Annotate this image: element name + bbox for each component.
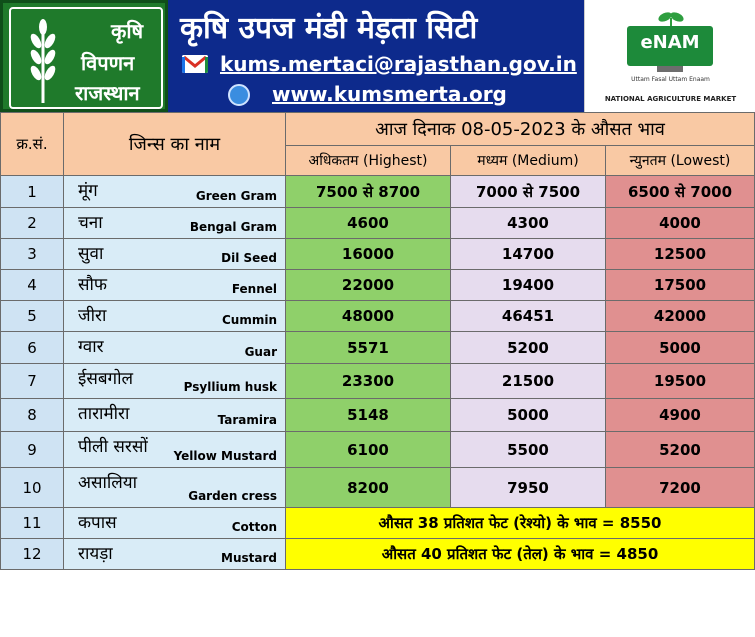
enam-tagline: Uttam Fasal Uttam Enaam bbox=[631, 76, 710, 83]
commodity-name-english: Bengal Gram bbox=[189, 220, 277, 234]
commodity-name-cell bbox=[64, 539, 286, 570]
commodity-name-english: Cotton bbox=[231, 520, 277, 534]
header-date: आज दिनाक 08-05-2023 के औसत भाव bbox=[286, 112, 755, 146]
lowest-price-cell: 4900 bbox=[606, 399, 755, 432]
highest-price-cell: 6100 bbox=[286, 432, 451, 468]
serial-number-cell: 5 bbox=[0, 301, 64, 332]
average-price-note-cell: औसत 38 प्रतिशत फेट (रेश्यो) के भाव = 8550 bbox=[286, 508, 755, 539]
leaf-icon bbox=[657, 8, 685, 26]
medium-price-cell: 5200 bbox=[451, 332, 606, 364]
lowest-price-cell: 6500 से 7000 bbox=[606, 176, 755, 208]
commodity-name-cell bbox=[64, 270, 286, 301]
lowest-price-cell: 19500 bbox=[606, 364, 755, 399]
serial-number-cell: 9 bbox=[0, 432, 64, 468]
commodity-name-hindi: पीली सरसों bbox=[78, 437, 148, 457]
commodity-name-hindi: सौफ bbox=[78, 275, 108, 295]
highest-price-cell: 48000 bbox=[286, 301, 451, 332]
highest-price-cell: 8200 bbox=[286, 468, 451, 508]
commodity-name-cell bbox=[64, 399, 286, 432]
page-title: कृषि उपज मंडी मेड़ता सिटी bbox=[180, 11, 478, 46]
serial-number-cell: 2 bbox=[0, 208, 64, 239]
header-medium: मध्यम (Medium) bbox=[451, 146, 606, 176]
highest-price-cell: 16000 bbox=[286, 239, 451, 270]
lowest-price-cell: 12500 bbox=[606, 239, 755, 270]
medium-price-cell: 4300 bbox=[451, 208, 606, 239]
commodity-name-hindi: कपास bbox=[78, 513, 117, 533]
lowest-price-cell: 5000 bbox=[606, 332, 755, 364]
serial-number-cell: 10 bbox=[0, 468, 64, 508]
enam-market-label: NATIONAL AGRICULTURE MARKET bbox=[604, 95, 737, 103]
medium-price-cell: 7950 bbox=[451, 468, 606, 508]
wheat-icon bbox=[25, 19, 61, 105]
medium-price-cell: 14700 bbox=[451, 239, 606, 270]
commodity-name-hindi: सुवा bbox=[78, 244, 104, 264]
logo-text-vipanan: विपणन bbox=[81, 51, 135, 75]
medium-price-cell: 5500 bbox=[451, 432, 606, 468]
highest-price-cell: 22000 bbox=[286, 270, 451, 301]
commodity-name-cell bbox=[64, 364, 286, 399]
globe-icon bbox=[228, 84, 250, 106]
average-price-note-cell: औसत 40 प्रतिशत फेट (तेल) के भाव = 4850 bbox=[286, 539, 755, 570]
commodity-name-cell bbox=[64, 508, 286, 539]
logo-frame bbox=[9, 7, 163, 109]
commodity-name-hindi: असालिया bbox=[78, 473, 138, 493]
lowest-price-cell: 17500 bbox=[606, 270, 755, 301]
serial-number-cell: 7 bbox=[0, 364, 64, 399]
commodity-name-english: Yellow Mustard bbox=[173, 449, 277, 463]
commodity-name-hindi: ईसबगोल bbox=[78, 369, 134, 389]
header-commodity-name: जिन्स का नाम bbox=[64, 112, 286, 176]
commodity-name-english: Fennel bbox=[231, 282, 277, 296]
krishi-vipanan-logo bbox=[0, 0, 168, 112]
commodity-name-hindi: रायड़ा bbox=[78, 544, 113, 564]
commodity-name-hindi: ग्वार bbox=[78, 337, 104, 357]
monitor-icon bbox=[627, 26, 713, 66]
commodity-name-english: Guar bbox=[244, 345, 277, 359]
page-header bbox=[0, 0, 755, 112]
commodity-name-english: Dil Seed bbox=[221, 251, 277, 265]
serial-number-cell: 4 bbox=[0, 270, 64, 301]
title-banner bbox=[168, 0, 584, 112]
commodity-name-english: Mustard bbox=[221, 551, 277, 565]
lowest-price-cell: 4000 bbox=[606, 208, 755, 239]
commodity-name-cell bbox=[64, 176, 286, 208]
commodity-name-english: Garden cress bbox=[188, 489, 277, 503]
logo-text-rajasthan: राजस्थान bbox=[75, 81, 140, 105]
monitor-stand bbox=[657, 66, 683, 72]
logo-text-krishi: कृषि bbox=[111, 19, 144, 43]
commodity-name-hindi: जीरा bbox=[78, 306, 107, 326]
commodity-name-english: Taramira bbox=[217, 413, 277, 427]
commodity-name-cell bbox=[64, 332, 286, 364]
commodity-name-english: Psyllium husk bbox=[183, 380, 277, 394]
header-lowest: न्युनतम (Lowest) bbox=[606, 146, 755, 176]
commodity-name-cell bbox=[64, 301, 286, 332]
commodity-name-cell bbox=[64, 432, 286, 468]
highest-price-cell: 5148 bbox=[286, 399, 451, 432]
commodity-name-hindi: मूंग bbox=[78, 181, 98, 201]
enam-word: eNAM bbox=[640, 32, 700, 53]
medium-price-cell: 5000 bbox=[451, 399, 606, 432]
commodity-name-english: Green Gram bbox=[195, 189, 277, 203]
commodity-name-english: Cummin bbox=[221, 313, 277, 327]
commodity-name-hindi: चना bbox=[78, 213, 103, 233]
highest-price-cell: 4600 bbox=[286, 208, 451, 239]
lowest-price-cell: 7200 bbox=[606, 468, 755, 508]
lowest-price-cell: 5200 bbox=[606, 432, 755, 468]
commodity-name-hindi: तारामीरा bbox=[78, 404, 130, 424]
highest-price-cell: 5571 bbox=[286, 332, 451, 364]
header-serial-number: क्र.सं. bbox=[0, 112, 64, 176]
highest-price-cell: 23300 bbox=[286, 364, 451, 399]
medium-price-cell: 21500 bbox=[451, 364, 606, 399]
highest-price-cell: 7500 से 8700 bbox=[286, 176, 451, 208]
serial-number-cell: 6 bbox=[0, 332, 64, 364]
mail-icon bbox=[182, 55, 208, 73]
serial-number-cell: 12 bbox=[0, 539, 64, 570]
commodity-name-cell bbox=[64, 468, 286, 508]
header-highest: अधिकतम (Highest) bbox=[286, 146, 451, 176]
serial-number-cell: 1 bbox=[0, 176, 64, 208]
serial-number-cell: 11 bbox=[0, 508, 64, 539]
email-link[interactable]: kums.mertaci@rajasthan.gov.in bbox=[220, 52, 577, 76]
serial-number-cell: 3 bbox=[0, 239, 64, 270]
medium-price-cell: 19400 bbox=[451, 270, 606, 301]
medium-price-cell: 7000 से 7500 bbox=[451, 176, 606, 208]
enam-logo bbox=[584, 0, 755, 112]
serial-number-cell: 8 bbox=[0, 399, 64, 432]
commodity-name-cell bbox=[64, 208, 286, 239]
website-link[interactable]: www.kumsmerta.org bbox=[272, 82, 507, 106]
lowest-price-cell: 42000 bbox=[606, 301, 755, 332]
medium-price-cell: 46451 bbox=[451, 301, 606, 332]
commodity-name-cell bbox=[64, 239, 286, 270]
